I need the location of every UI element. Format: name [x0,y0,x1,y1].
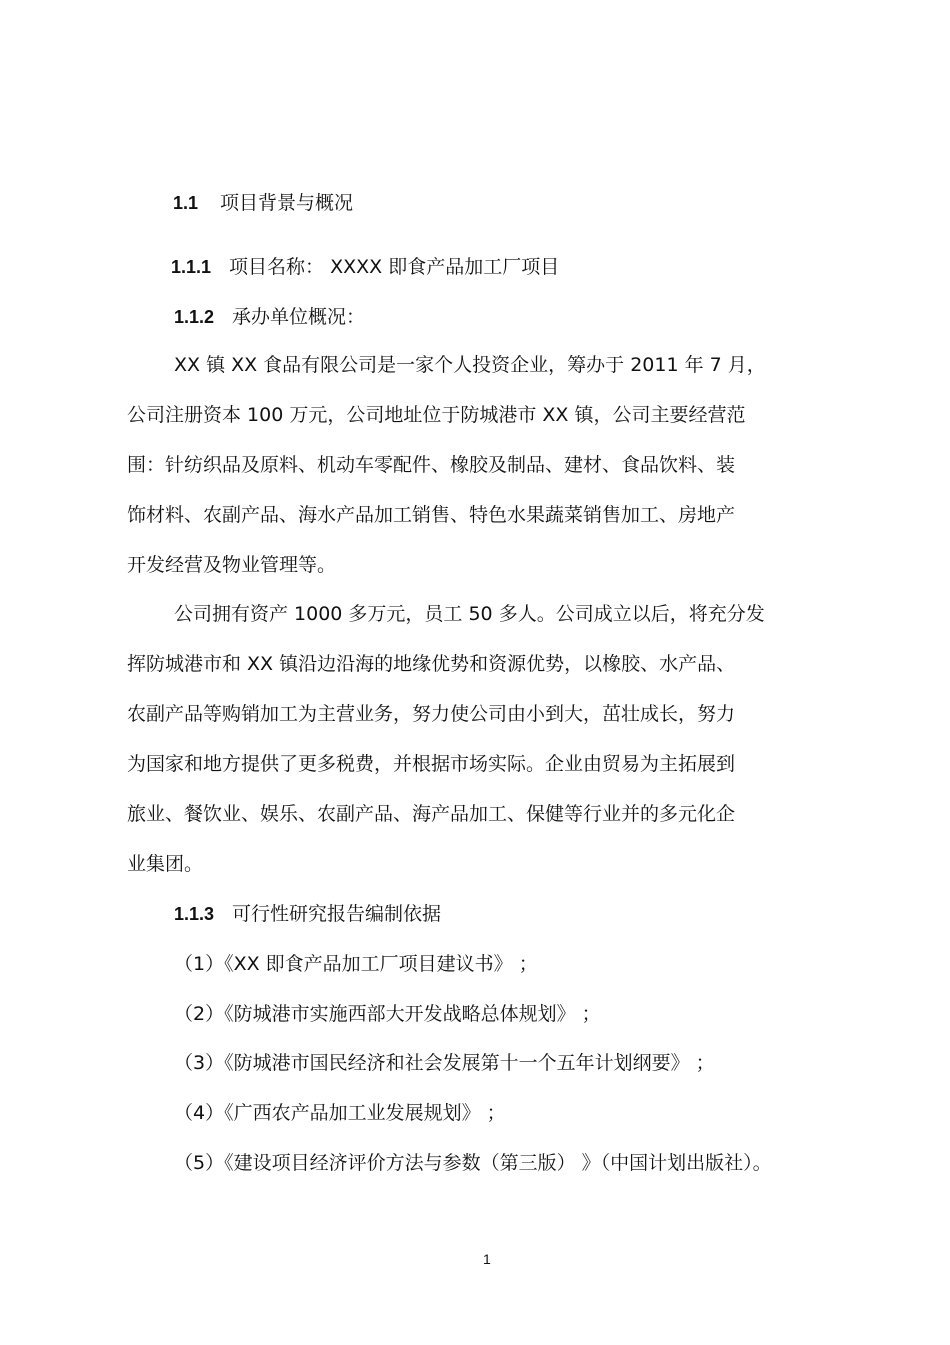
heading-1-1-3 [174,902,441,926]
heading-title: 项目名称： XXXX 即食产品加工厂项目 [229,256,560,278]
paragraph-line: 业集团。 [127,853,204,875]
heading-number: 1.1.3 [174,904,215,924]
reference-item: （2）《防城港市实施西部大开发战略总体规划》 ； [174,1003,601,1025]
paragraph-line: 旅业、餐饮业、娱乐、农副产品、海产品加工、保健等行业并的多元化企 [127,803,736,825]
heading-title: 承办单位概况： [232,306,366,328]
reference-item: （5）《建设项目经济评价方法与参数（第三版） 》（中国计划出版社）。 [174,1152,772,1174]
reference-item: （4）《广西农产品加工业发展规划》 ； [174,1102,506,1124]
heading-1-1-1 [171,255,559,279]
paragraph-line: 为国家和地方提供了更多税费，并根据市场实际。企业由贸易为主拓展到 [127,753,736,775]
heading-title: 项目背景与概况 [220,192,354,214]
paragraph-line: 围：针纺织品及原料、机动车零配件、橡胶及制品、建材、食品饮料、装 [127,454,736,476]
paragraph-line: 公司拥有资产 1000 多万元，员工 50 多人。公司成立以后，将充分发 [174,603,765,625]
paragraph-line: 开发经营及物业管理等。 [127,554,337,576]
paragraph-line: 农副产品等购销加工为主营业务，努力使公司由小到大，茁壮成长，努力 [127,703,736,725]
paragraph-line: 挥防城港市和 XX 镇沿边沿海的地缘优势和资源优势，以橡胶、水产品、 [127,653,736,675]
heading-number: 1.1 [173,193,199,213]
reference-item: （3）《防城港市国民经济和社会发展第十一个五年计划纲要》 ； [174,1052,715,1074]
reference-item: （1）《XX 即食产品加工厂项目建议书》 ； [174,953,538,975]
heading-number: 1.1.1 [171,257,212,277]
heading-1-1-2 [174,305,365,329]
paragraph-line: XX 镇 XX 食品有限公司是一家个人投资企业，筹办于 2011 年 7 月， [174,354,766,376]
paragraph-line: 饰材料、农副产品、海水产品加工销售、特色水果蔬菜销售加工、房地产 [127,504,736,526]
heading-1-1 [173,191,353,215]
paragraph-line: 公司注册资本 100 万元，公司地址位于防城港市 XX 镇，公司主要经营范 [127,404,746,426]
heading-title: 可行性研究报告编制依据 [232,903,442,925]
page-number: 1 [483,1251,491,1267]
heading-number: 1.1.2 [174,307,215,327]
